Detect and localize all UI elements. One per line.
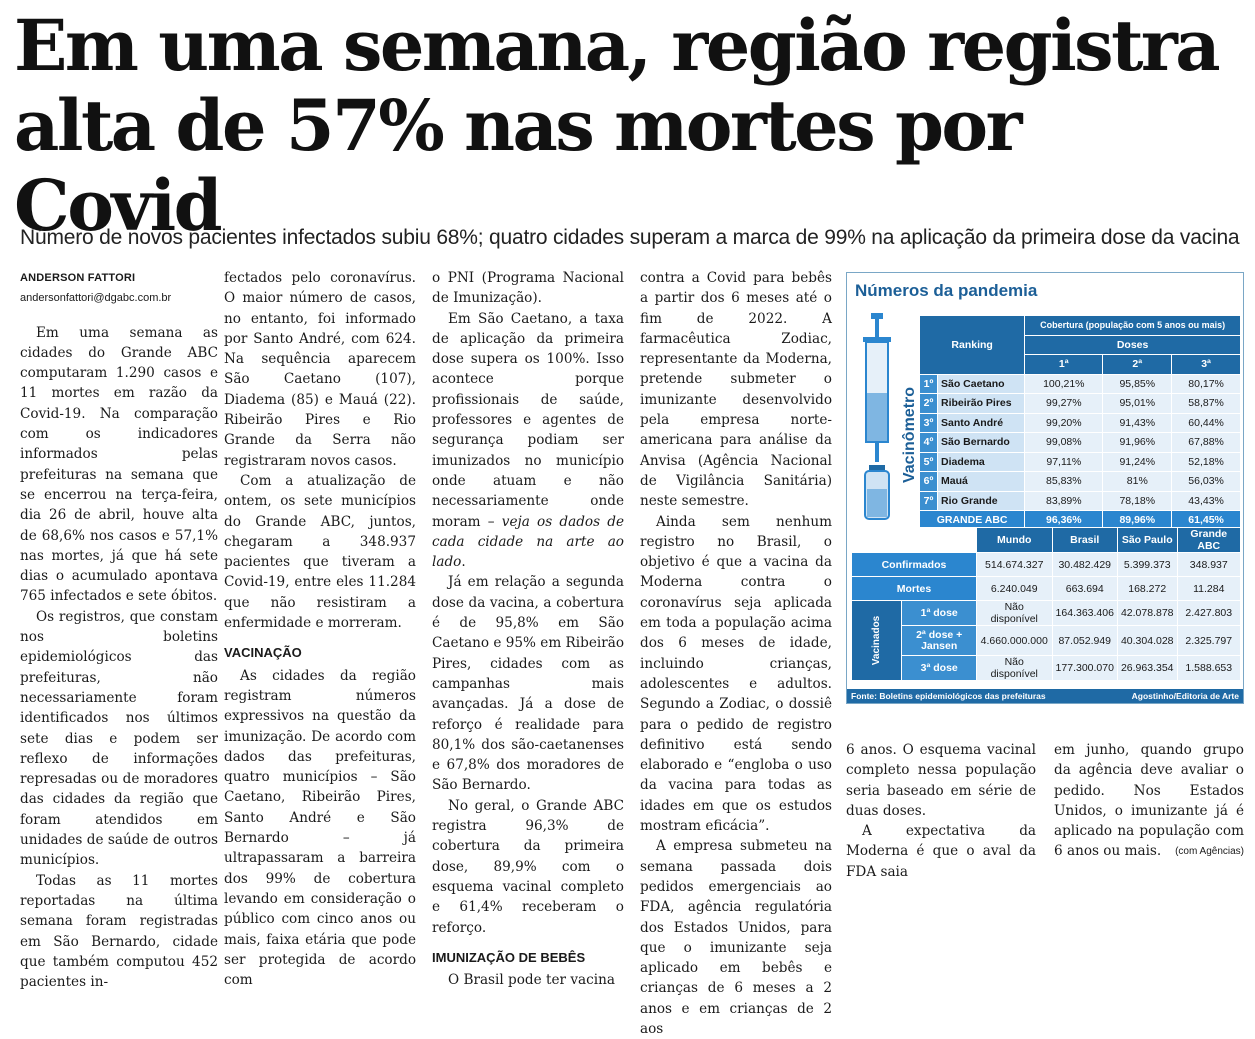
- paragraph: No geral, o Grande ABC registra 96,3% de cobertura da primeira dose, 89,9% com o esquema vacinal completo e 61,4% receberam o reforço.: [432, 797, 624, 936]
- paragraph: A empresa submeteu na semana passada dois pedidos emergenciais ao FDA, agência regulatória dos Estados Unidos, para que o imunizante seja aplicado em bebês e crianças de 6 meses a 2 anos e em crianças de 2 aos: [640, 838, 832, 1037]
- dose-col-2: 2ª: [1103, 355, 1172, 375]
- table-row: 6º Mauá 85,83% 81% 56,03%: [920, 472, 1241, 492]
- paragraph: A expectativa da Moderna é que o aval da FDA saia: [846, 823, 1036, 880]
- col-grande-abc: Grande ABC: [1177, 528, 1240, 553]
- vacinados-label: Vacinados: [852, 601, 902, 681]
- paragraph: contra a Covid para bebês a partir dos 6 meses até o fim de 2022. A farmacêutica Zodiac, representante da Moderna, pretende submeter o imunizante desenvolvido pela empresa norte-americana para análise da Anvisa (Agência Nacional de Vigilância Sanitária) neste semestre.: [640, 270, 832, 510]
- source-bar: [847, 689, 1243, 703]
- headline-line-1: Em uma semana, região registra: [14, 4, 1219, 87]
- paragraph: Em São Caetano, a taxa de aplicação da primeira dose supera os 100%. Isso acontece porque profissionais de saúde, professores e agentes de segurança podiam ser imunizados no município onde atuam e não necessariamente onde moram – veja os dados de cada cidade na arte ao lado.: [432, 310, 624, 571]
- paragraph: em junho, quando grupo da agência deve avaliar o pedido. Nos Estados Unidos, o imunizante já é aplicado na população com 6 anos ou mais.: [1054, 742, 1244, 860]
- paragraph: Os registros, que constam nos boletins epidemiológicos das prefeituras, não necessariamente foram identificados nos últimos sete dias e podem ser reflexo de informações represadas ou de moradores das cidades da região que foram atendidos em unidades de saúde de outros municípios.: [20, 608, 218, 869]
- table-row: 7º Rio Grande 83,89% 78,18% 43,43%: [920, 491, 1241, 511]
- table-row: 3ª dose Não disponível 177.300.070 26.963.354 1.588.653: [852, 656, 1241, 681]
- paragraph: Com a atualização de ontem, os sete municípios do Grande ABC, juntos, chegaram a 348.937 pacientes que tiveram a Covid-19, entre eles 11.284 que não resistiram a enfermidade e morreram.: [224, 472, 416, 632]
- paragraph: o PNI (Programa Nacional de Imunização).: [432, 270, 624, 307]
- article-column-6: [1054, 740, 1244, 862]
- article-column-1: [20, 268, 218, 992]
- italic-note: veja os dados de cada cidade na arte ao lado: [432, 513, 624, 571]
- table-row: 5º Diadema 97,11% 91,24% 52,18%: [920, 452, 1241, 472]
- table-row: 1º São Caetano 100,21% 95,85% 80,17%: [920, 374, 1241, 394]
- paragraph: Em uma semana as cidades do Grande ABC computaram 1.290 casos e 11 mortes em razão da Covid-19. Na comparação com os indicadores informados pelas prefeituras na semana que se encerrou na terça-feira, dia 26 de abril, houve alta de 68,6% nos casos e 57,1% nas mortes, já que há sete dias o acumulado apontava 765 infectados e sete óbitos.: [20, 324, 218, 605]
- agency-credit: (com Agências): [1175, 845, 1244, 857]
- table-row: 2ª dose + Jansen 4.660.000.000 87.052.949 40.304.028 2.325.797: [852, 626, 1241, 656]
- col-brasil: Brasil: [1052, 528, 1117, 553]
- col-mundo: Mundo: [976, 528, 1052, 553]
- author-email[interactable]: andersonfattori@dgabc.com.br: [20, 292, 172, 305]
- table-row: 4º São Bernardo 99,08% 91,96% 67,88%: [920, 433, 1241, 453]
- article-column-2: [224, 268, 416, 990]
- table-row: Vacinados 1ª dose Não disponível 164.363.406 42.078.878 2.427.803: [852, 601, 1241, 626]
- section-heading-bebes: IMUNIZAÇÃO DE BEBÊS: [432, 949, 586, 965]
- headline: [14, 6, 1244, 246]
- syringe-vial-icon: [855, 313, 899, 523]
- vacinometro-label: Vacinômetro: [901, 386, 918, 483]
- table-row: Mortes 6.240.049 663.694 168.272 11.284: [852, 577, 1241, 601]
- paragraph: As cidades da região registram números expressivos na questão da imunização. De acordo com dados das prefeituras, quatro municípios – São Caetano, Ribeirão Pires, Santo André e São Bernardo – já ultrapassaram a barreira dos 99% de cobertura levando em consideração o público com cinco anos ou mais, faixa etária que pode ser protegida de acordo com: [224, 667, 416, 989]
- table-row: Confirmados 514.674.327 30.482.429 5.399.373 348.937: [852, 553, 1241, 577]
- doses-header: Doses: [1025, 335, 1241, 355]
- subheadline: Número de novos pacientes infectados subiu 68%; quatro cidades superam a marca de 99% na aplicação da primeira dose da vacina: [20, 226, 1240, 249]
- dose-col-1: 1ª: [1025, 355, 1103, 375]
- pandemic-stats-table: [851, 527, 1241, 681]
- table-row: 3º Santo André 99,20% 91,43% 60,44%: [920, 413, 1241, 433]
- article-column-4: [640, 268, 832, 1039]
- byline: ANDERSON FATTORI: [20, 272, 136, 284]
- article-column-3: [432, 268, 624, 990]
- paragraph: fectados pelo coronavírus. O maior número de casos, no entanto, foi informado por Santo André, com 624. Na sequência aparecem São Caetano (107), Diadema (85) e Mauá (22). Ribeirão Pires e Rio Grande da Serra não registraram novos casos.: [224, 270, 416, 469]
- ranking-header: Ranking: [920, 316, 1025, 375]
- source-text: Fonte: Boletins epidemiológicos das prefeituras: [851, 691, 1046, 701]
- paragraph: 6 anos. O esquema vacinal completo nessa população seria baseado em série de duas doses.: [846, 742, 1036, 819]
- paragraph: O Brasil pode ter vacina: [448, 972, 615, 989]
- total-row: GRANDE ABC 96,36% 89,96% 61,45%: [920, 511, 1241, 531]
- dose-col-3: 3ª: [1172, 355, 1241, 375]
- paragraph: Todas as 11 mortes reportadas na última semana foram registradas em São Bernardo, cidade que também computou 452 pacientes in-: [20, 872, 218, 991]
- cobertura-header: Cobertura (população com 5 anos ou mais): [1025, 316, 1241, 336]
- col-sao-paulo: São Paulo: [1117, 528, 1177, 553]
- paragraph: Ainda sem nenhum registro no Brasil, o objetivo é que a vacina da Moderna contra o coronavírus seja aplicada em toda a população acima dos 6 meses de idade, incluindo crianças, adolescentes e adultos. Segundo a Zodiac, o dossiê para o pedido de registro definitivo está sendo elaborado e “engloba o uso da vacina para todas as idades em que os estudos mostram eficácia”.: [640, 513, 832, 835]
- section-heading-vacinacao: VACINAÇÃO: [224, 645, 302, 661]
- pandemic-numbers-box: [846, 272, 1244, 704]
- art-credit: Agostinho/Editoria de Arte: [1131, 691, 1239, 701]
- headline-line-2: alta de 57% nas mortes por Covid: [14, 84, 1020, 247]
- coverage-ranking-table: [919, 315, 1241, 531]
- paragraph: Já em relação a segunda dose da vacina, a cobertura é de 95,8% em São Caetano e 95% em Ribeirão Pires, cidades com as campanhas mais avançadas. Já a dose de reforço é realidade para 80,1% dos são-caetanenses e 67,8% dos moradores de São Bernardo.: [432, 574, 624, 794]
- box-title: Números da pandemia: [855, 281, 1038, 300]
- table-row: 2º Ribeirão Pires 99,27% 95,01% 58,87%: [920, 394, 1241, 414]
